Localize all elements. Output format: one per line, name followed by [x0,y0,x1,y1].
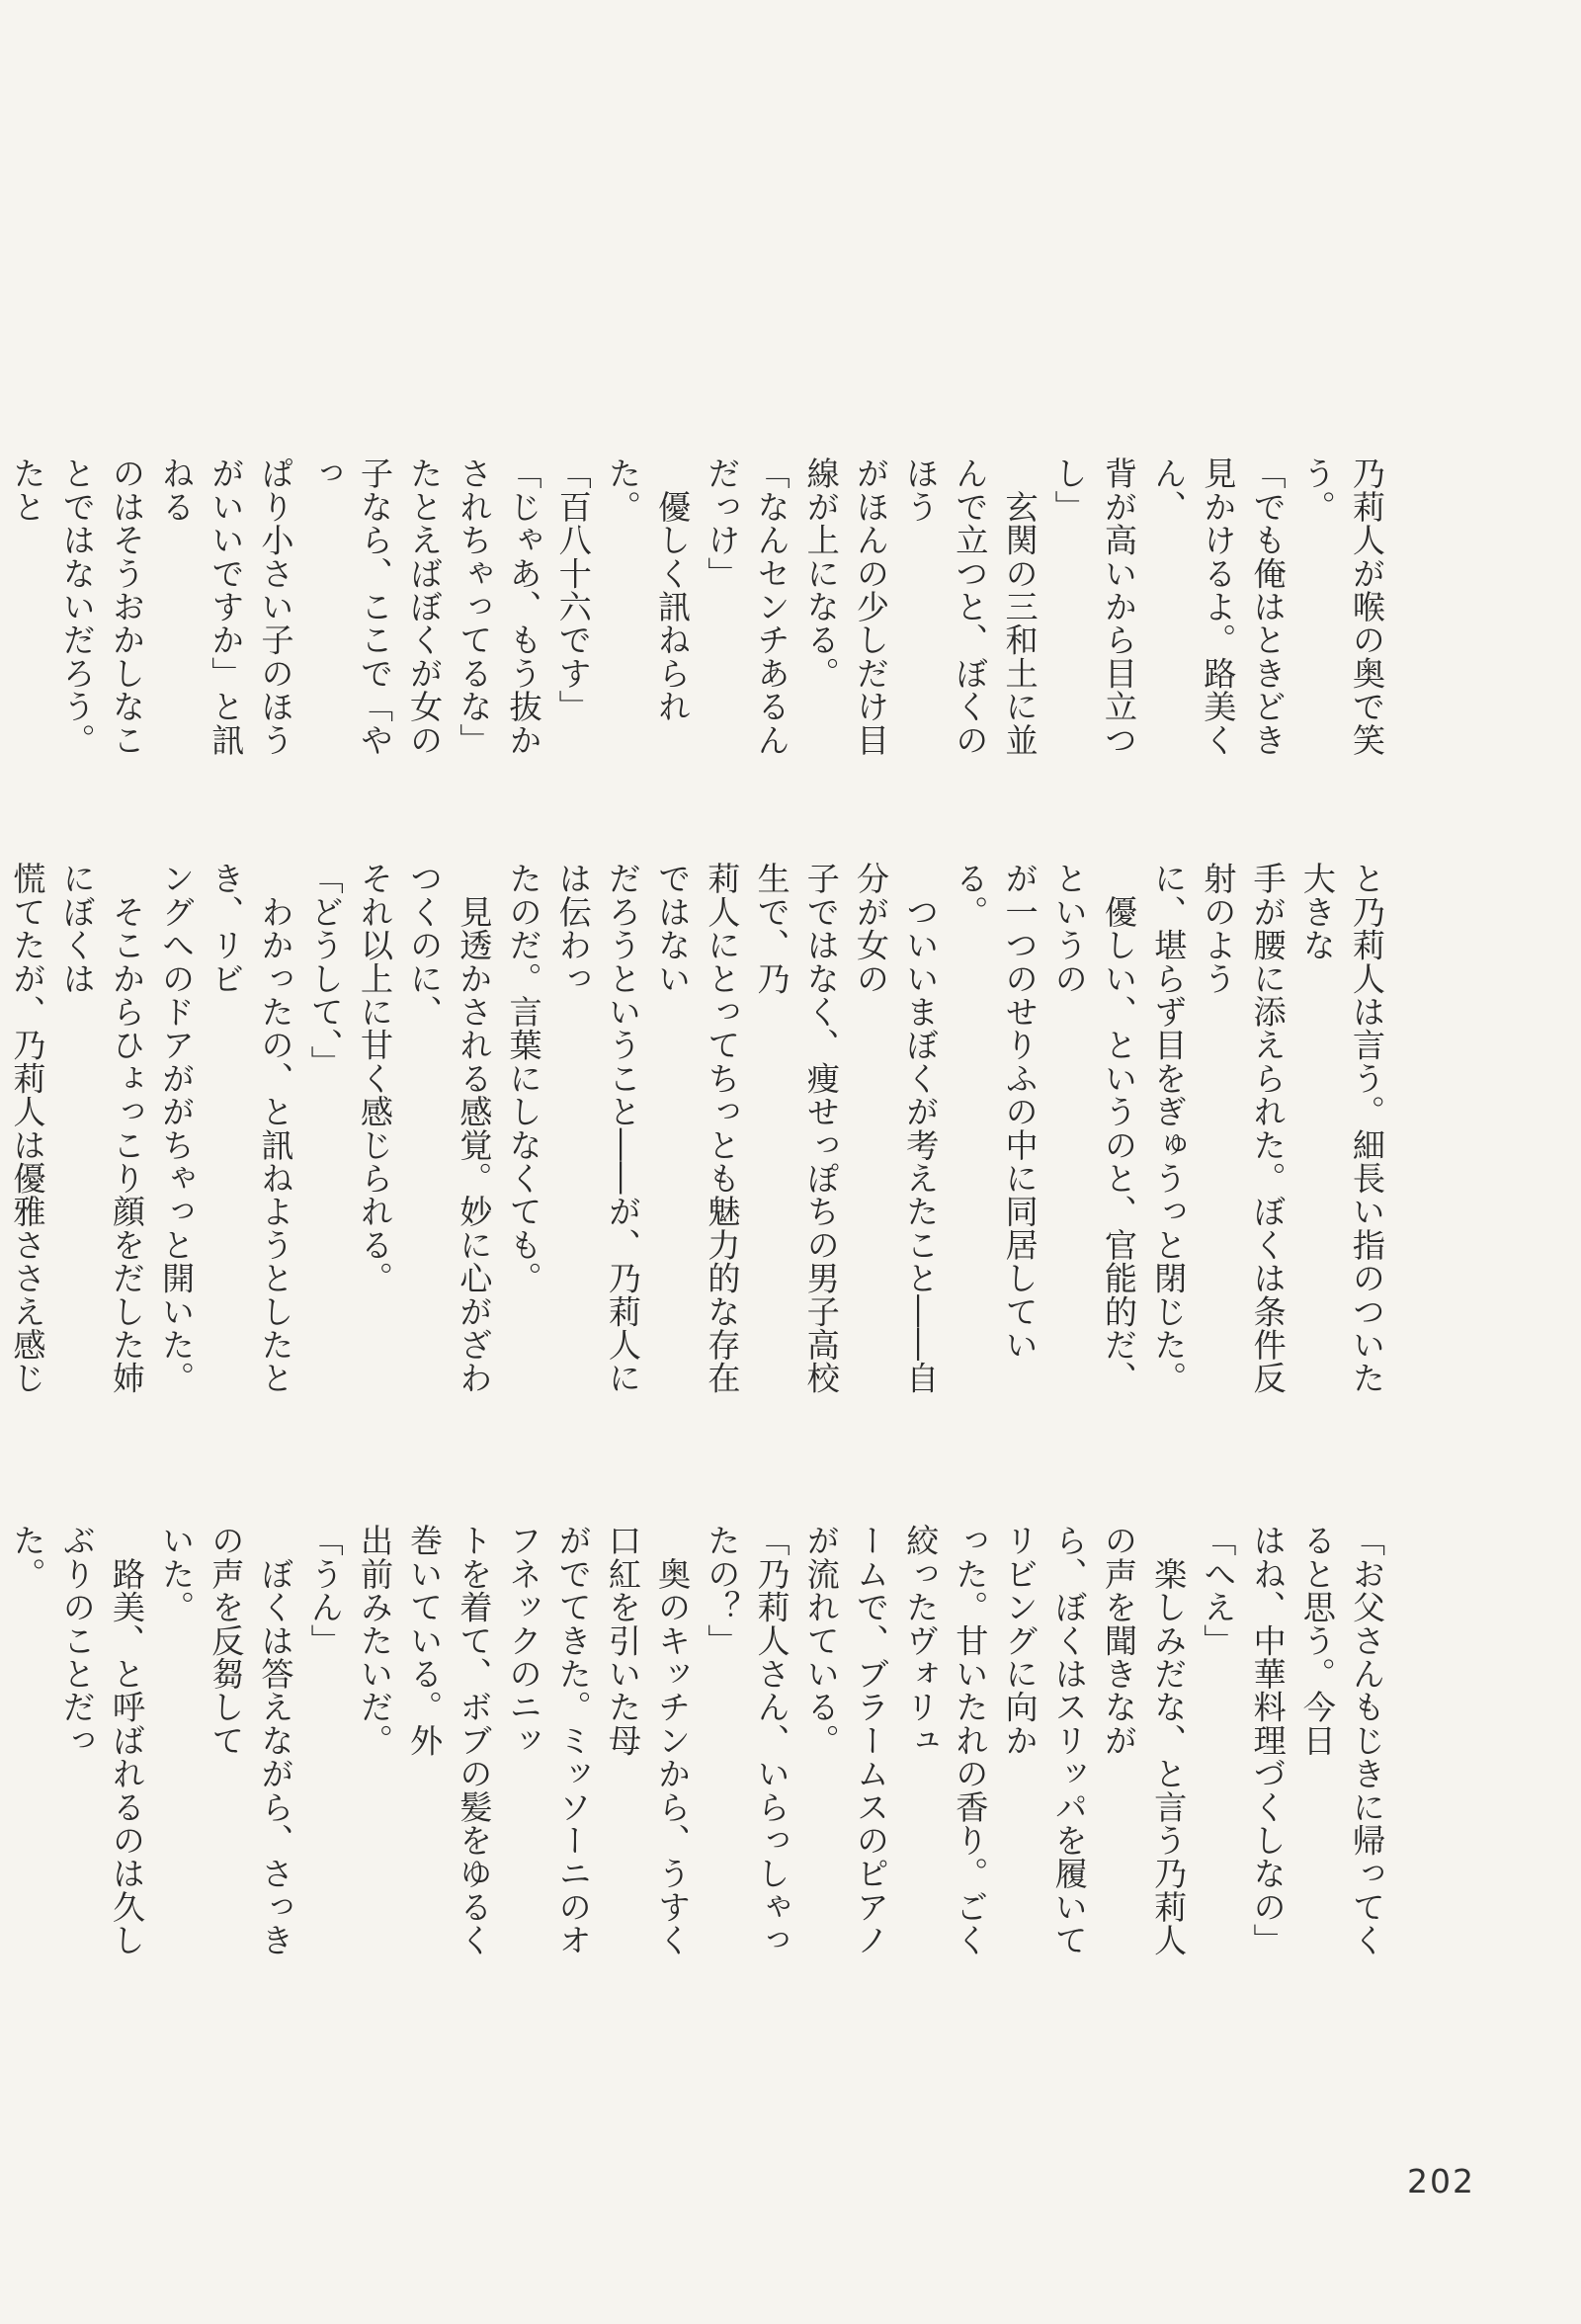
page-number: 202 [1407,2162,1475,2200]
text-line [0,1524,2,1976]
text-line: 乃莉人が喉の奥で笑う。 [1297,456,1386,757]
text-line: に、堪らず目をぎゅうっと閉じた。 [1149,862,1189,1395]
text-block-lower [8,1524,1391,1976]
text-line: 「乃莉人さん、いらっしゃったの？」 [703,1524,791,1957]
text-line: 出前みたいだ。 [355,1524,394,1757]
text-block-middle [8,862,1391,1399]
text-line: 路美、と呼ばれるのは久しぶりのことだっ [57,1524,146,1957]
text-line: 背が高いから目立つし」 [1049,456,1138,757]
text-line: いた。 [157,1524,197,1624]
text-line: った。甘いたれの香り。ごく絞ったヴォリュ [901,1524,990,1957]
text-line: 「百八十六です」 [553,456,593,723]
text-line: 玄関の三和土に並んで立つと、ぼくのほう [901,456,1040,757]
text-line: ングへのドアががちゃっと開いた。 [157,862,197,1395]
text-line: のはそうおかしなことではないだろう。たと [8,456,146,757]
text-line: 優しい、というのと、官能的だ、というの [1049,862,1138,1395]
text-line: わかったの、と訊ねようとしたとき、リビ [207,862,295,1395]
text-line: だろうということ――が、乃莉人には伝わっ [553,862,642,1395]
text-line: 「でも俺はときどき見かけるよ。路美くん、 [1149,456,1288,757]
text-block-upper [8,456,1391,779]
text-line: そこからひょっこり顔をだした姉にぼくは [57,862,146,1395]
text-line: ぱり小さい子のほうがいいですか」と訊ねる [157,456,295,757]
text-line: 莉人にとってちっとも魅力的な存在ではない [653,862,742,1395]
text-line [0,456,2,779]
text-line: がでてきた。ミッソーニのオフネックのニッ [504,1524,593,1957]
text-line: はね、中華料理づくしなの」 [1248,1524,1288,1957]
text-line: 見透かされる感覚。妙に心がざわつくのに、 [405,862,494,1395]
text-line: 「うん」 [305,1524,345,1657]
text-line: 「どうして、」 [305,862,345,1079]
text-line: ぼくは答えながら、さっきの声を反芻して [207,1524,295,1957]
text-line: がほんの少しだけ目線が上になる。 [801,456,890,757]
text-line: 「へえ」 [1199,1524,1238,1657]
text-line: たのだ。言葉にしなくても。 [504,862,543,1295]
text-line: 優しく訊ねられた。 [603,456,693,723]
text-line: 「なんセンチあるんだっけ」 [703,456,791,757]
text-line: ームで、ブラームスのピアノが流れている。 [801,1524,890,1957]
text-line: 「じゃあ、もう抜かされちゃってるな」 [455,456,543,757]
text-line: 手が腰に添えられた。ぼくは条件反射のよう [1199,862,1288,1395]
text-line: たとえばぼくが女の子なら、ここで「やっ [305,456,445,757]
text-line: と乃莉人は言う。細長い指のついた大きな [1297,862,1386,1395]
text-line: 子ではなく、痩せっぽちの男子高校生で、乃 [752,862,841,1395]
text-line: 楽しみだな、と言う乃莉人の声を聞きなが [1099,1524,1189,1957]
text-line: ついいまぼくが考えたこと――自分が女の [851,862,941,1395]
text-line: 奥のキッチンから、うすく口紅を引いた母 [603,1524,693,1957]
text-line: が一つのせりふの中に同居している。 [951,862,1040,1362]
text-line: 「お父さんもじきに帰ってくると思う。今日 [1297,1524,1386,1957]
text-line: トを着て、ボブの髪をゆるく巻いている。外 [405,1524,494,1957]
text-line: た。 [8,1524,47,1591]
text-line: ら、ぼくはスリッパを履いてリビングに向か [1000,1524,1089,1957]
text-line: それ以上に甘く感じられる。 [355,862,394,1295]
text-line: 慌てたが、乃莉人は優雅ささえ感じ [8,862,47,1395]
